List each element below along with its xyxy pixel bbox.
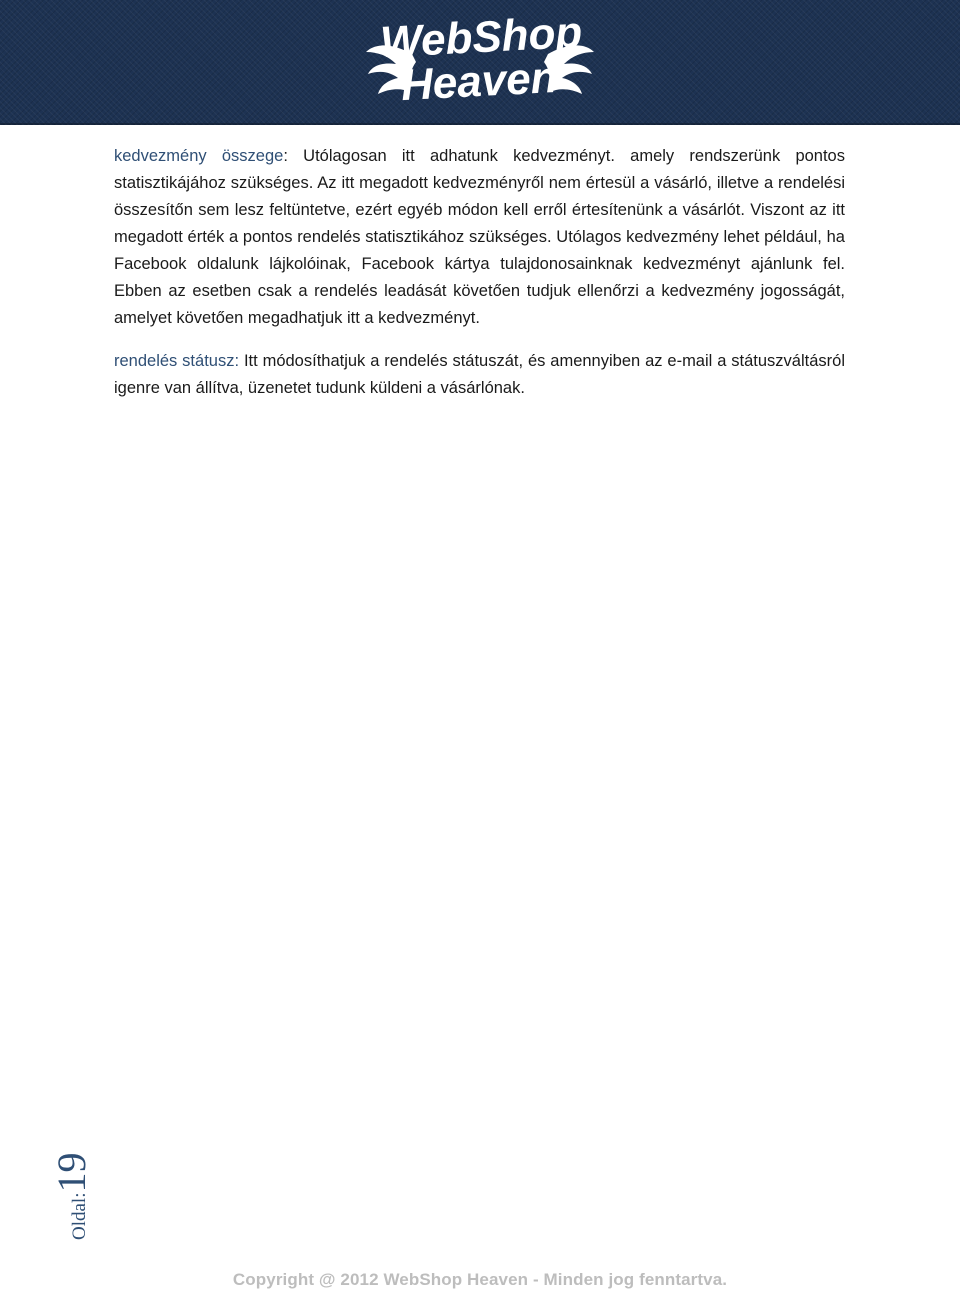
logo-line2: Heaven: [399, 52, 559, 111]
paragraph-discount-amount: [114, 143, 845, 332]
term-separator: :: [283, 147, 288, 165]
webshop-heaven-logo: [360, 8, 600, 118]
logo-line1: WebShop: [379, 8, 584, 68]
paragraph-text: Itt módosíthatjuk a rendelés státuszát, és amennyiben az e-mail a státuszváltásról igenre van állítva, üzenetet tudunk küldeni a vásárlónak.: [114, 352, 845, 397]
page-number-label: Oldal:: [69, 1192, 90, 1240]
header-banner: [0, 0, 960, 125]
term-order-status: rendelés státusz:: [114, 352, 240, 370]
paragraph-order-status: [114, 348, 845, 402]
footer-copyright: Copyright @ 2012 WebShop Heaven - Minden jog fenntartva.: [232, 1270, 728, 1289]
page-number-rotated: [48, 1153, 95, 1241]
term-discount-amount: kedvezmény összege: [114, 147, 284, 165]
paragraph-text: Utólagosan itt adhatunk kedvezményt. amely rendszerünk pontos statisztikájához szükséges. Az itt megadott kedvezményről nem értesül a vásárló, illetve a rendelési összesítőn sem lesz feltüntetve, ezért egyéb módon kell erről értesítenünk a vásárlót. Viszont az itt megadott érték a pontos rendelés statisztikához szükséges. Utólagos kedvezmény lehet például, ha Facebook oldalunk lájkolóinak, Facebook kártya tulajdonosainknak kedvezményt ajánlunk fel. Ebben az esetben csak a rendelés leadását követően tudjuk ellenőrzi a kedvezmény jogosságát, amelyet követően megadhatjuk itt a kedvezményt.: [114, 147, 845, 327]
page-number: [8, 1125, 94, 1245]
logo-graphic: [360, 8, 600, 118]
page-number-value: 19: [49, 1152, 94, 1193]
page-content: [114, 143, 845, 418]
